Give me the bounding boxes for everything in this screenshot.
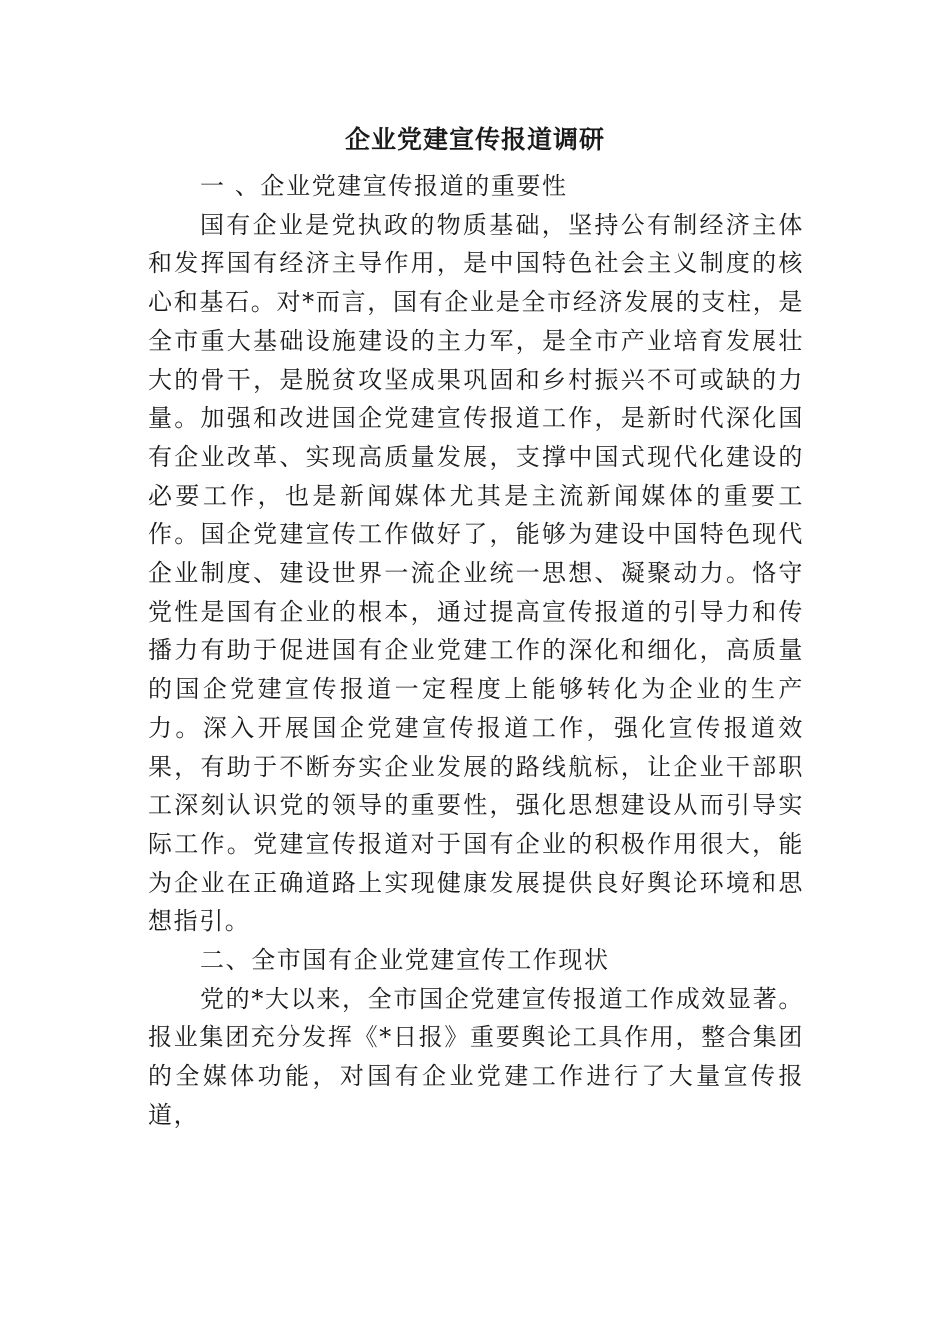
section-2-paragraph: 党的*大以来，全市国企党建宣传报道工作成效显著。报业集团充分发挥《*日报》重要舆论工具作用，整合集团的全媒体功能，对国有企业党建工作进行了大量宣传报道， [148,984,804,1129]
section-heading-2: 二、全市国有企业党建宣传工作现状 [200,946,610,975]
document-title: 企业党建宣传报道调研 [344,125,605,154]
section-1-paragraph: 国有企业是党执政的物质基础，坚持公有制经济主体和发挥国有经济主导作用，是中国特色社会主义制度的核心和基石。对*而言，国有企业是全市经济发展的支柱，是全市重大基础设施建设的主力军，是全市产业培育发展壮大的骨干，是脱贫攻坚成果巩固和乡村振兴不可或缺的力量。加强和改进国企党建宣传报道工作，是新时代深化国有企业改革、实现高质量发展，支撑中国式现代化建设的必要工作，也是新闻媒体尤其是主流新闻媒体的重要工作。国企党建宣传工作做好了，能够为建设中国特色现代企业制度、建设世界一流企业统一思想、凝聚动力。恪守党性是国有企业的根本，通过提高宣传报道的引导力和传播力有助于促进国有企业党建工作的深化和细化，高质量的国企党建宣传报道一定程度上能够转化为企业的生产力。深入开展国企党建宣传报道工作，强化宣传报道效果，有助于不断夯实企业发展的路线航标，让企业干部职工深刻认识党的领导的重要性，强化思想建设从而引导实际工作。党建宣传报道对于国有企业的积极作用很大，能为企业在正确道路上实现健康发展提供良好舆论环境和思想指引。 [148,210,804,936]
section-heading-1: 一 、企业党建宣传报道的重要性 [200,172,568,200]
document-body [148,167,804,1135]
